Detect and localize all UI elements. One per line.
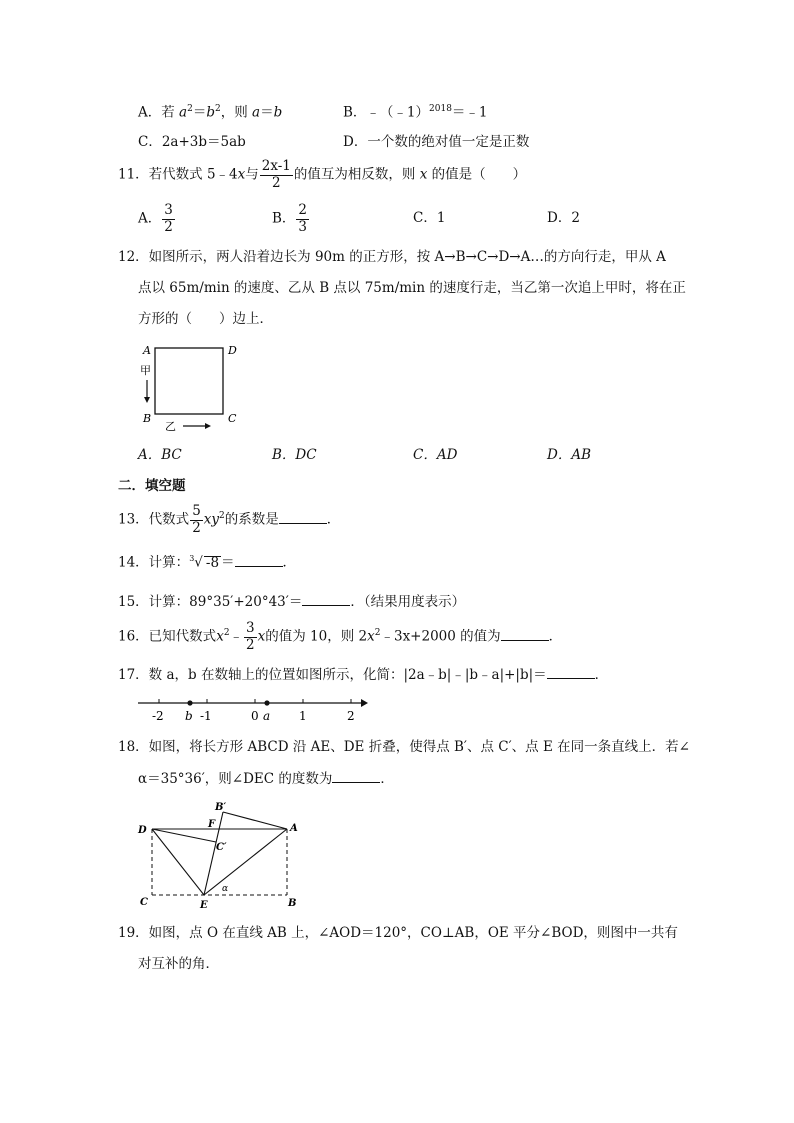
answer-blank (547, 668, 595, 679)
folded-rectangle-figure (130, 800, 310, 912)
answer-blank (279, 513, 327, 524)
label-c-prime: C′ (216, 842, 227, 853)
tick-label: -2 (152, 709, 164, 723)
tick-label-a: a (263, 709, 271, 723)
q11-option-b: B． $\frac{2}{3}$ (272, 202, 308, 235)
vertex-c-label: C (228, 412, 237, 425)
square-path-figure (135, 338, 255, 438)
line-b-prime-a (223, 812, 287, 829)
label-d: D (138, 825, 147, 836)
point-a-dot (264, 700, 269, 705)
q16-stem: 16．已知代数式$x^2﹣$ $\frac{3}{2}$ x的值为 10，则 $2x^2﹣3x+2000$ 的值为 ． (118, 620, 563, 653)
label-alpha: α (222, 884, 229, 894)
q15-stem: 15．计算：89°35′+20°43′＝ ．（结果用度表示） (118, 594, 466, 610)
q12-line-2: 点以 65m/min 的速度、乙从 B 点以 75m/min 的速度行走，当乙第一次追上甲时，将在正 (138, 280, 686, 296)
q10-option-b: B．﹣（﹣1）$^{2018}$＝﹣1 (343, 104, 488, 121)
q18-line-1: 18．如图，将长方形 ABCD 沿 AE、DE 折叠，使得点 B′、点 C′、点 E 在同一条直线上．若∠ (118, 739, 690, 755)
yi-arrow-head (205, 423, 211, 429)
q12-option-d: D．AB (547, 447, 591, 463)
answer-blank (302, 595, 350, 606)
tick-label: -1 (200, 709, 212, 723)
tick-label-b: b (185, 709, 193, 723)
q10-option-c: C．2a+3b＝5ab (138, 134, 246, 150)
tick-label: 0 (251, 709, 259, 723)
vertex-b-label: B (143, 412, 152, 425)
label-e: E (200, 900, 208, 911)
label-a: A (290, 823, 298, 834)
q12-option-a: A．BC (138, 447, 182, 463)
square-shape (155, 348, 223, 414)
tick-label: 1 (299, 709, 307, 723)
point-b-dot (187, 700, 192, 705)
q19-line-2: 对互补的角． (138, 956, 219, 972)
tick-label: 2 (347, 709, 355, 723)
answer-blank (501, 630, 549, 641)
section-heading: 二．填空题 (118, 478, 186, 494)
number-line-figure (135, 693, 375, 727)
q12-line-1: 12．如图所示，两人沿着边长为 90m 的正方形，按 A→B→C→D→A…的方向行走，甲从 A (118, 249, 666, 265)
q12-line-3: 方形的（ ）边上． (138, 311, 273, 327)
q11-option-d: D．2 (547, 210, 580, 226)
label-f: F (208, 819, 216, 830)
jia-label: 甲 (140, 364, 151, 377)
jia-arrow-head (144, 397, 150, 403)
label-c: C (140, 897, 148, 908)
q12-option-b: B．DC (272, 447, 317, 463)
q13-stem: 13．代数式 $\frac{5}{2}$ $xy^2$的系数是 ． (118, 503, 341, 536)
vertex-a-label: A (143, 344, 151, 357)
line-de (152, 829, 204, 895)
q14-stem: 14．计算：$^3$√ -8 ＝ ． (118, 554, 297, 571)
number-line-arrow (361, 699, 368, 707)
yi-label: 乙 (165, 420, 176, 433)
answer-blank (332, 772, 380, 783)
label-b-prime: B′ (215, 802, 227, 813)
q10-option-a: A．若 $a^2=b^2$，则 a＝b (138, 104, 283, 121)
q11-stem: 11．若代数式 5﹣4x与 $\frac{2x-1}{2}$ 的值互为相反数，则 x 的值是（ ） (118, 158, 527, 191)
q17-stem: 17．数 a，b 在数轴上的位置如图所示，化简：|2a﹣b|﹣|b﹣a|+|b|＝ ． (118, 667, 609, 683)
answer-blank (235, 556, 283, 567)
q11-option-a: A． $\frac{3}{2}$ (138, 202, 173, 235)
label-b: B (288, 898, 297, 909)
q11-option-c: C．1 (413, 210, 446, 226)
vertex-d-label: D (228, 344, 237, 357)
q19-line-1: 19．如图，点 O 在直线 AB 上，∠AOD＝120°，CO⊥AB，OE 平分∠BOD，则图中一共有 (118, 925, 678, 941)
q12-option-c: C．AD (413, 447, 458, 463)
line-dc-prime (152, 829, 216, 842)
q10-option-d: D．一个数的绝对值一定是正数 (343, 134, 530, 150)
q18-line-2: α＝35°36′，则∠DEC 的度数为 ． (138, 771, 394, 787)
